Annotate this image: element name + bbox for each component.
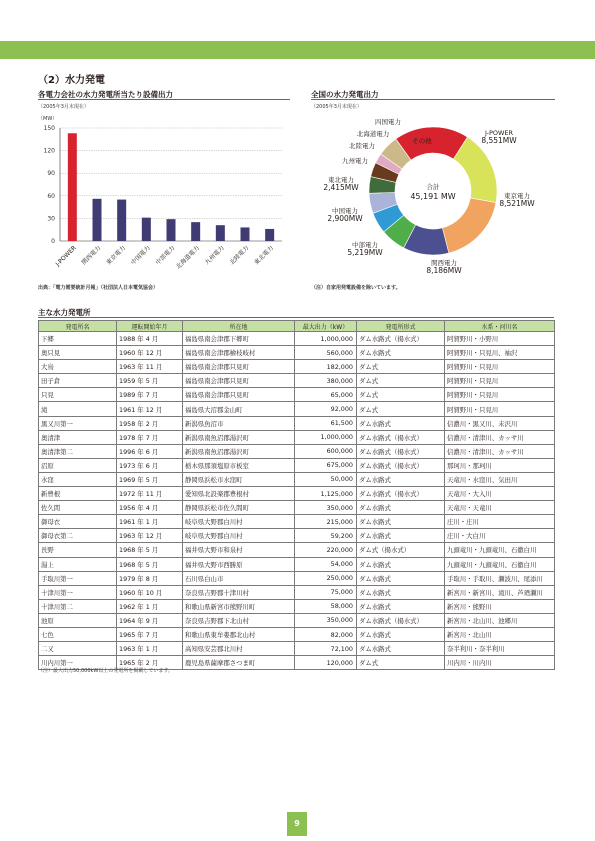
cell-river: 阿賀野川・只見川 [445,360,555,374]
hydro-plants-table [38,320,555,670]
cell-output: 1,125,000 [295,487,357,501]
cell-output: 58,000 [295,599,357,613]
pie-chart-note: （注）自家用発電設備を除いています。 [311,285,401,291]
cell-location: 岐阜県大野郡白川村 [183,529,295,543]
table-row [39,402,555,416]
table-row [39,472,555,486]
cell-start: 1978 年 7 月 [117,430,183,444]
cell-output: 675,000 [295,458,357,472]
cell-start: 1962 年 1 月 [117,599,183,613]
bar-chart [38,112,290,284]
slice-value-label: 5,219MW [347,248,383,257]
cell-location: 愛知県北設楽郡豊根村 [183,487,295,501]
cell-output: 75,000 [295,585,357,599]
cell-location: 鹿児島県薩摩郡さつま町 [183,656,295,670]
cell-type: ダム式 [357,402,445,416]
bar-chart-source: 出典：「電力需要統計月報」（社団法人日本電気協会） [38,285,159,291]
cell-start: 1968 年 5 月 [117,557,183,571]
table-row [39,346,555,360]
cell-location: 静岡県浜松市佐久間町 [183,501,295,515]
cell-river: 新宮川・熊野川 [445,599,555,613]
table-title: 主な水力発電所 [38,308,91,317]
cell-type: ダム水路式 [357,585,445,599]
cell-river: 阿賀野川・只見川 [445,402,555,416]
bar [93,199,102,241]
table-row [39,360,555,374]
cell-location: 奈良県吉野郡下北山村 [183,613,295,627]
cell-river: 奈半利川・奈半利川 [445,642,555,656]
donut-slice [442,198,496,253]
donut-center-label: 合計 [426,183,440,191]
cell-name: 滝 [39,402,117,416]
table-row [39,430,555,444]
table-row [39,332,555,346]
bar [167,219,176,241]
cell-river: 天竜川・大入川 [445,487,555,501]
col-header-output: 最大出力（kW） [295,321,357,332]
cell-name: 下郷 [39,332,117,346]
cell-river: 阿賀野川・只見川、袖沢 [445,346,555,360]
y-tick-label: 90 [47,170,55,178]
x-tick-label: 九州電力 [203,244,226,267]
cell-river: 天竜川・水窪川、気田川 [445,472,555,486]
cell-river: 阿賀野川・只見川 [445,374,555,388]
bar [142,218,151,241]
cell-river: 信濃川・清津川、カッサ川 [445,430,555,444]
cell-location: 福島県大沼郡金山町 [183,402,295,416]
cell-name: 二又 [39,642,117,656]
cell-start: 1956 年 4 月 [117,501,183,515]
cell-location: 石川県白山市 [183,571,295,585]
table-row [39,487,555,501]
x-tick-label: 東京電力 [105,244,128,267]
cell-start: 1988 年 4 月 [117,332,183,346]
table-note: （注）最大出力50,000kW以上の発電所を掲載しています。 [38,668,173,674]
cell-output: 215,000 [295,515,357,529]
cell-start: 1961 年 1 月 [117,515,183,529]
cell-type: ダム水路式 [357,501,445,515]
table-row [39,627,555,641]
table-row [39,388,555,402]
cell-output: 50,000 [295,472,357,486]
col-header-type: 発電所形式 [357,321,445,332]
cell-name: 池原 [39,613,117,627]
cell-start: 1989 年 7 月 [117,388,183,402]
cell-location: 和歌山県東牟婁郡北山村 [183,627,295,641]
cell-name: 黒又川第一 [39,416,117,430]
cell-river: 那珂川・那珂川 [445,458,555,472]
cell-output: 350,000 [295,501,357,515]
slice-value-label: 8,551MW [481,136,517,145]
page-number: 9 [287,812,307,836]
table-row [39,458,555,472]
cell-river: 手取川・手取川、瀬波川、尾添川 [445,571,555,585]
section-title: （2）水力発電 [38,75,105,86]
cell-type: ダム水路式（揚水式） [357,332,445,346]
x-tick-label: 関西電力 [80,244,103,267]
slice-name-label: 九州電力 [342,157,368,165]
cell-name: 長野 [39,543,117,557]
table-row [39,529,555,543]
cell-name: 手取川第一 [39,571,117,585]
x-tick-label: 東北電力 [253,244,276,267]
table-row [39,599,555,613]
cell-output: 59,200 [295,529,357,543]
cell-location: 福島県南会津郡只見町 [183,388,295,402]
cell-name: 奥清津第二 [39,444,117,458]
cell-output: 61,500 [295,416,357,430]
cell-start: 1964 年 9 月 [117,613,183,627]
table-row [39,501,555,515]
cell-river: 阿賀野川・小野川 [445,332,555,346]
cell-location: 栃木県那須塩原市板室 [183,458,295,472]
cell-location: 奈良県吉野郡十津川村 [183,585,295,599]
bar [241,227,250,241]
cell-type: ダム式 [357,388,445,402]
table-row [39,374,555,388]
y-tick-label: 0 [51,238,55,245]
cell-start: 1958 年 2 月 [117,416,183,430]
slice-name-label: 東京電力 [504,192,530,200]
cell-name: 水窪 [39,472,117,486]
slice-name-label: 中国電力 [332,207,358,215]
cell-name: 御母衣第二 [39,529,117,543]
bar [265,229,274,241]
bar-chart-title: 各電力会社の水力発電所当たり設備出力 [38,90,173,99]
cell-start: 1965 年 7 月 [117,627,183,641]
cell-output: 120,000 [295,656,357,670]
cell-type: ダム水路式 [357,571,445,585]
cell-river: 庄川・大白川 [445,529,555,543]
cell-location: 福井県大野市和泉村 [183,543,295,557]
table-row [39,613,555,627]
col-header-river: 水系・河川名 [445,321,555,332]
cell-output: 182,000 [295,360,357,374]
cell-location: 新潟県魚沼市 [183,416,295,430]
cell-output: 92,000 [295,402,357,416]
y-axis-unit: （MW） [38,116,58,122]
cell-start: 1959 年 5 月 [117,374,183,388]
cell-type: ダム水路式 [357,557,445,571]
cell-type: ダム式 [357,360,445,374]
slice-name-label: 東北電力 [328,176,354,184]
cell-river: 天竜川・天竜川 [445,501,555,515]
cell-location: 福島県南会津郡只見町 [183,360,295,374]
table-row [39,444,555,458]
col-header-start: 運転開始年月 [117,321,183,332]
table-row [39,543,555,557]
slice-value-label: 2,900MW [327,214,363,223]
cell-type: ダム水路式（揚水式） [357,458,445,472]
bar [117,200,126,241]
cell-location: 新潟県南魚沼郡湯沢町 [183,444,295,458]
cell-location: 福島県南会津郡檜枝岐村 [183,346,295,360]
cell-type: ダム水路式（揚水式） [357,444,445,458]
slice-name-label: 四国電力 [375,118,401,126]
cell-start: 1973 年 6 月 [117,458,183,472]
donut-center-value: 45,191 MW [410,192,456,201]
bar [68,133,77,241]
cell-river: 新宮川・新宮川、滝川、芦廼瀬川 [445,585,555,599]
cell-type: ダム式 [357,656,445,670]
cell-start: 1972 年 11 月 [117,487,183,501]
cell-start: 1979 年 8 月 [117,571,183,585]
slice-name-label: 関西電力 [431,259,457,267]
header-band [0,41,595,59]
bar-title-rule [38,99,290,100]
cell-output: 380,000 [295,374,357,388]
x-tick-label: 北海道電力 [174,244,202,271]
cell-name: 田子倉 [39,374,117,388]
cell-name: 大鳥 [39,360,117,374]
cell-output: 560,000 [295,346,357,360]
cell-start: 1963 年 1 月 [117,642,183,656]
cell-output: 250,000 [295,571,357,585]
cell-name: 奥只見 [39,346,117,360]
cell-type: ダム水路式（揚水式） [357,613,445,627]
cell-river: 信濃川・清津川、カッサ川 [445,444,555,458]
col-header-location: 所在地 [183,321,295,332]
table-title-rule [38,317,554,318]
cell-type: ダム式 [357,374,445,388]
table-row [39,571,555,585]
cell-type: ダム水路式 [357,416,445,430]
cell-type: ダム水路式 [357,642,445,656]
cell-name: 御母衣 [39,515,117,529]
cell-river: 新宮川・北山川 [445,627,555,641]
cell-location: 福井県大野市西勝原 [183,557,295,571]
cell-name: 佐久間 [39,501,117,515]
table-row [39,416,555,430]
cell-name: 七色 [39,627,117,641]
bar-chart-asof: （2005年3月末現在） [38,104,89,110]
bar [191,222,200,241]
cell-type: ダム水路式 [357,529,445,543]
slice-name-label: その他 [412,137,432,145]
pie-chart-asof: （2005年3月末現在） [311,104,362,110]
cell-river: 新宮川・北山川、池郷川 [445,613,555,627]
cell-location: 高知県安芸郡北川村 [183,642,295,656]
cell-river: 九頭竜川・九頭竜川、石徹白川 [445,543,555,557]
cell-output: 65,000 [295,388,357,402]
cell-river: 信濃川・黒又川、末沢川 [445,416,555,430]
pie-title-rule [311,99,555,100]
cell-type: ダム水路式 [357,346,445,360]
pie-chart-title: 全国の水力発電出力 [311,90,379,99]
cell-location: 新潟県南魚沼郡湯沢町 [183,430,295,444]
col-header-name: 発電所名 [39,321,117,332]
cell-type: ダム水路式 [357,472,445,486]
cell-name: 只見 [39,388,117,402]
cell-start: 1968 年 5 月 [117,543,183,557]
cell-output: 54,000 [295,557,357,571]
cell-start: 1963 年 12 月 [117,529,183,543]
slice-name-label: 北海道電力 [356,130,390,138]
y-tick-label: 60 [47,192,55,200]
x-tick-label: 北陸電力 [228,244,251,267]
cell-start: 1960 年 12 月 [117,346,183,360]
cell-river: 川内川・川内川 [445,656,555,670]
cell-start: 1963 年 11 月 [117,360,183,374]
cell-output: 72,100 [295,642,357,656]
cell-output: 350,000 [295,613,357,627]
cell-name: 十津川第二 [39,599,117,613]
slice-value-label: 8,186MW [426,266,462,275]
cell-output: 1,000,000 [295,332,357,346]
x-tick-label: 中部電力 [154,244,177,267]
cell-start: 1965 年 2 月 [117,656,183,670]
cell-output: 1,000,000 [295,430,357,444]
cell-name: 川内川第一 [39,656,117,670]
y-tick-label: 150 [43,125,55,132]
cell-start: 1960 年 10 月 [117,585,183,599]
table-header-row [39,321,555,332]
x-tick-label: J-POWER [54,244,78,268]
cell-type: ダム式（揚水式） [357,543,445,557]
x-tick-label: 中国電力 [129,244,152,267]
cell-river: 阿賀野川・只見川 [445,388,555,402]
table-row [39,515,555,529]
cell-name: 湯上 [39,557,117,571]
slice-name-label: J-POWER [484,129,514,137]
cell-name: 奥清津 [39,430,117,444]
cell-location: 福島県南会津郡下郷町 [183,332,295,346]
table-row [39,642,555,656]
cell-output: 220,000 [295,543,357,557]
slice-name-label: 北陸電力 [349,142,375,150]
cell-start: 1961 年 12 月 [117,402,183,416]
cell-output: 82,000 [295,627,357,641]
cell-type: ダム水路式（揚水式） [357,487,445,501]
bar [216,225,225,241]
y-tick-label: 30 [47,215,55,223]
cell-location: 岐阜県大野郡白川村 [183,515,295,529]
cell-type: ダム水路式 [357,627,445,641]
table-row [39,585,555,599]
cell-river: 庄川・庄川 [445,515,555,529]
cell-name: 沼原 [39,458,117,472]
cell-location: 静岡県浜松市水窪町 [183,472,295,486]
cell-location: 福島県南会津郡只見町 [183,374,295,388]
cell-name: 十津川第一 [39,585,117,599]
donut-chart [311,112,555,280]
slice-name-label: 中部電力 [352,241,378,249]
cell-type: ダム水路式（揚水式） [357,430,445,444]
y-tick-label: 120 [43,147,55,155]
slice-value-label: 2,415MW [323,183,359,192]
cell-output: 600,000 [295,444,357,458]
cell-river: 九頭竜川・九頭竜川、石徹白川 [445,557,555,571]
cell-start: 1996 年 6 月 [117,444,183,458]
cell-start: 1969 年 5 月 [117,472,183,486]
slice-value-label: 8,521MW [499,199,535,208]
cell-location: 和歌山県新宮市熊野川町 [183,599,295,613]
cell-name: 新豊根 [39,487,117,501]
cell-type: ダム水路式 [357,515,445,529]
cell-type: ダム水路式 [357,599,445,613]
table-row [39,557,555,571]
